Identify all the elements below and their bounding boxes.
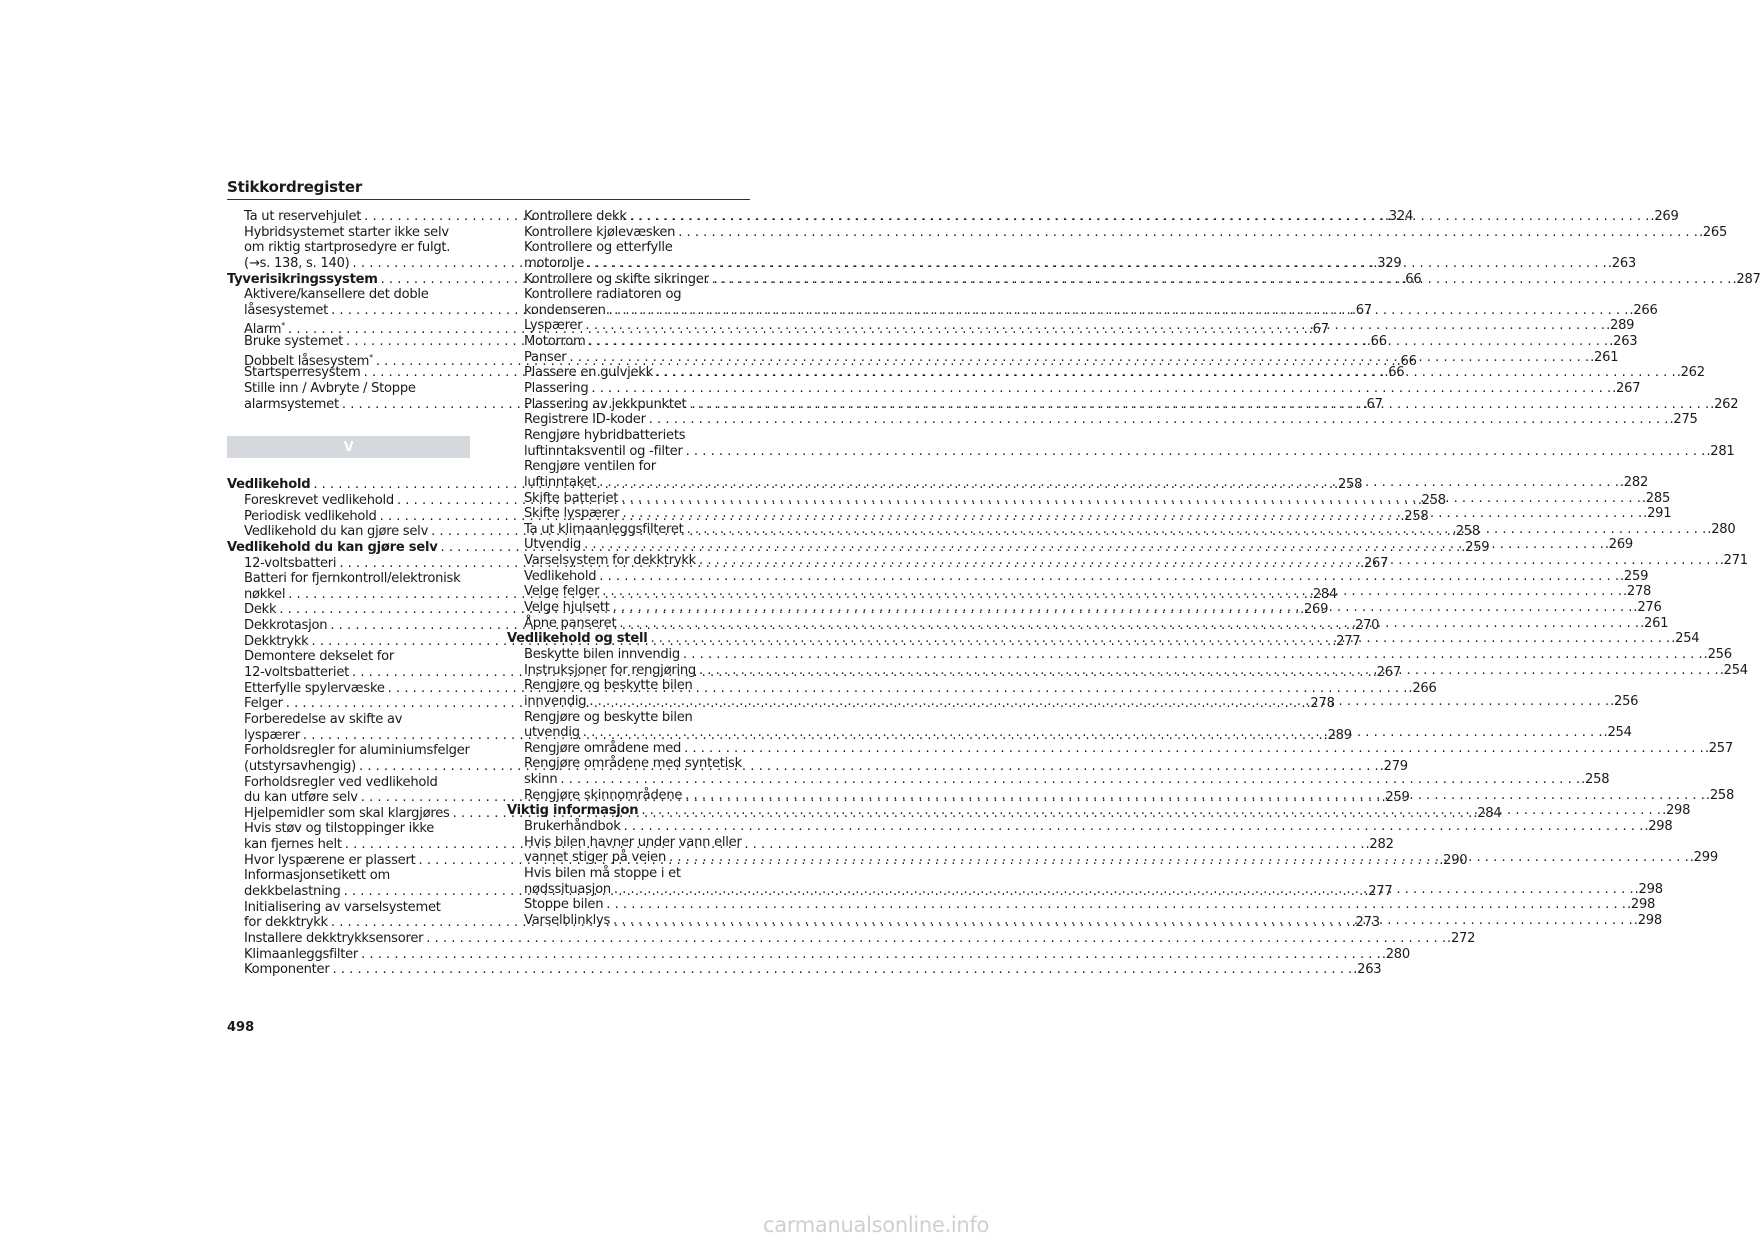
entry-term — [524, 350, 566, 366]
entry-term-text: Installere dekktrykksensorer — [244, 930, 424, 946]
entry-term — [524, 663, 696, 679]
entry-page-ref: .280 — [1381, 946, 1410, 962]
entry-term — [524, 209, 627, 225]
entry-term — [244, 837, 342, 853]
entry-term — [244, 634, 309, 650]
index-entry-line: Rengjøre områdene med syntetisk — [524, 756, 742, 772]
entry-term — [244, 209, 361, 225]
entry-page-ref: .263 — [1607, 255, 1636, 271]
dot-leader — [603, 897, 1626, 913]
entry-term-text: Dekktrykk — [244, 633, 309, 649]
entry-term-text: Rengjøre områdene med — [524, 740, 682, 756]
entry-term-text: Beskytte bilen innvendig — [524, 646, 680, 662]
entry-term-text: Velge hjulsett — [524, 600, 610, 616]
dot-leader — [596, 475, 1619, 491]
dot-leader — [585, 334, 1608, 350]
index-entry-line: Rengjøre ventilen for — [524, 459, 656, 475]
dot-leader — [557, 772, 1580, 788]
entry-page-ref: .269 — [1300, 602, 1329, 618]
index-entry-line: om riktig startprosedyre er fulgt. — [244, 240, 451, 256]
dot-leader — [586, 694, 1609, 710]
entry-term-text: Vedlikehold — [227, 477, 311, 493]
entry-term-text: Skifte batteriet — [524, 490, 619, 506]
entry-term — [524, 444, 683, 460]
entry-term — [507, 803, 638, 819]
entry-term — [524, 365, 653, 381]
entry-page-ref: .289 — [1323, 727, 1352, 743]
entry-page-ref: .277 — [1332, 633, 1361, 649]
entry-term-text: Åpne panseret — [524, 615, 617, 631]
index-entry-line: Aktivere/kansellere det doble — [244, 287, 429, 303]
entry-page-ref: .67 — [1362, 396, 1383, 412]
entry-term — [524, 819, 621, 835]
index-sub-entry — [227, 946, 1410, 963]
entry-term-text: Varselblinklys — [524, 912, 611, 928]
entry-term — [244, 806, 450, 822]
dot-leader — [682, 788, 1705, 804]
entry-page-ref: .267 — [1372, 665, 1401, 681]
entry-page-ref: .262 — [1710, 396, 1739, 412]
entry-page-ref: .280 — [1707, 521, 1736, 537]
entry-term — [524, 412, 646, 428]
entry-term — [524, 569, 596, 585]
entry-term — [244, 303, 328, 319]
entry-page-ref: .258 — [1334, 477, 1363, 493]
page-number: 498 — [227, 1020, 255, 1035]
entry-term-text: luftinntaksventil og -filter — [524, 443, 683, 459]
entry-term — [244, 759, 356, 775]
entry-page-ref: .298 — [1662, 803, 1691, 819]
entry-page-ref: .66 — [1401, 271, 1422, 287]
index-entry-line: Forholdsregler for aluminiumsfelger — [244, 743, 470, 759]
dot-leader — [683, 444, 1706, 460]
entry-page-ref: .259 — [1620, 568, 1649, 584]
entry-term-text: nødssituasjon — [524, 881, 611, 897]
entry-term — [244, 681, 385, 697]
dot-leader — [638, 803, 1661, 819]
entry-page-ref: .299 — [1689, 850, 1718, 866]
dot-leader — [619, 506, 1642, 522]
dot-leader — [647, 631, 1670, 647]
entry-page-ref: .269 — [1650, 209, 1679, 224]
entry-page-ref: .261 — [1590, 349, 1619, 365]
entry-term — [524, 850, 666, 866]
entry-page-ref: .259 — [1461, 539, 1490, 555]
entry-page-ref: .256 — [1610, 693, 1639, 709]
entry-term — [244, 962, 330, 978]
entry-page-ref: .284 — [1473, 805, 1502, 821]
dot-leader — [610, 913, 1633, 929]
entry-term-text: (→s. 138, s. 140) — [244, 255, 350, 271]
dot-leader — [588, 381, 1611, 397]
entry-term-text: Brukerhåndbok — [524, 818, 621, 834]
dot-leader — [646, 412, 1669, 428]
entry-page-ref: .275 — [1669, 412, 1698, 428]
entry-term-text: Klimaanleggsfilter — [244, 946, 359, 962]
dot-leader — [616, 616, 1639, 632]
dot-leader — [618, 491, 1641, 507]
entry-term — [227, 477, 310, 493]
entry-term-text: Skifte lyspærer — [524, 506, 620, 522]
index-entry-line: Initialisering av varselsystemet — [244, 899, 441, 915]
dot-leader — [582, 318, 1605, 334]
entry-term — [524, 303, 606, 319]
entry-term-text: Kontrollere kjølevæsken — [524, 224, 676, 240]
index-sub-entry — [507, 224, 1728, 241]
entry-term-text: du kan utføre selv — [244, 790, 358, 806]
entry-page-ref: .298 — [1644, 818, 1673, 834]
entry-term — [227, 540, 438, 556]
entry-page-ref: .277 — [1364, 883, 1393, 899]
dot-leader — [675, 225, 1698, 241]
entry-term-text: 12-voltsbatteri — [244, 555, 337, 571]
entry-page-ref: .66 — [1384, 365, 1405, 381]
index-sub-entry — [507, 897, 1656, 913]
entry-term-text: Felger — [244, 696, 283, 712]
entry-term — [524, 882, 611, 898]
entry-term-text: utvendig — [524, 725, 580, 741]
dot-leader — [358, 947, 1381, 963]
entry-term-text: Hjelpemidler som skal klargjøres — [244, 805, 450, 821]
entry-term — [524, 600, 610, 616]
index-sub-entry — [507, 818, 1673, 835]
entry-term-text: Foreskrevet vedlikehold — [244, 492, 394, 508]
entry-term-text: kondenseren — [524, 302, 606, 318]
entry-term-text: Plassering av jekkpunktet — [524, 396, 687, 412]
index-sub-entry — [507, 381, 1641, 397]
entry-page-ref: .281 — [1706, 443, 1735, 459]
entry-term-text: nøkkel — [244, 586, 286, 602]
entry-term — [524, 397, 686, 413]
dot-leader — [680, 647, 1703, 663]
entry-term — [524, 475, 596, 491]
entry-term-text: Panser — [524, 349, 567, 365]
entry-page-ref: .291 — [1643, 506, 1672, 522]
dot-leader — [599, 584, 1622, 600]
entry-term-text: Velge felger — [524, 584, 600, 600]
index-entry-line: Kontrollere og etterfylle — [524, 240, 673, 256]
entry-term-text: Varselsystem for dekktrykk — [524, 553, 696, 569]
entry-term-text: 12-voltsbatteriet — [244, 665, 350, 681]
dot-leader — [596, 569, 1619, 585]
entry-page-ref: .67 — [1351, 302, 1372, 318]
entry-term — [244, 397, 339, 413]
entry-page-ref: .276 — [1633, 600, 1662, 616]
entry-page-ref: .278 — [1622, 584, 1652, 600]
entry-term-text: Stoppe bilen — [524, 897, 604, 913]
entry-term — [244, 587, 285, 603]
entry-term-text: for dekktrykk — [244, 915, 328, 931]
entry-term — [244, 696, 283, 712]
section-letter-bar — [227, 436, 470, 458]
index-entry-line: Stille inn / Avbryte / Stoppe — [244, 381, 416, 397]
entry-term — [244, 947, 358, 963]
entry-term-text: vannet stiger på veien — [524, 850, 667, 866]
index-sub-entry — [227, 930, 1476, 947]
dot-leader — [696, 553, 1719, 569]
entry-page-ref: .298 — [1626, 897, 1656, 913]
entry-term — [524, 647, 680, 663]
entry-term-text: lyspærer — [244, 727, 300, 743]
footnote-marker: * — [281, 321, 286, 331]
entry-page-ref: .289 — [1606, 318, 1635, 334]
entry-term — [507, 631, 647, 647]
entry-page-ref: .266 — [1629, 302, 1658, 318]
entry-term — [524, 381, 588, 397]
entry-term — [227, 272, 378, 288]
dot-leader — [330, 962, 1353, 978]
entry-page-ref: .273 — [1351, 915, 1380, 931]
section-letter: V — [343, 439, 354, 455]
dot-leader — [423, 931, 1446, 947]
entry-page-ref: .256 — [1703, 646, 1732, 662]
entry-term-text: Vedlikehold du kan gjøre selv — [227, 539, 438, 555]
entry-term — [524, 506, 619, 522]
entry-page-ref: .261 — [1640, 615, 1669, 631]
entry-term — [244, 556, 336, 572]
entry-page-ref: .329 — [1373, 255, 1402, 271]
entry-term — [524, 584, 599, 600]
entry-term — [244, 524, 428, 540]
dot-leader — [606, 303, 1629, 319]
entry-term — [524, 225, 675, 241]
entry-term-text: Vedlikehold du kan gjøre selv — [244, 524, 429, 540]
entry-term-text: kan fjernes helt — [244, 837, 342, 853]
entry-term — [244, 931, 423, 947]
entry-page-ref: .290 — [1439, 852, 1468, 868]
index-entry-line: Hybridsystemet starter ikke selv — [244, 224, 449, 240]
entry-term — [524, 788, 682, 804]
index-entry-line: Forberedelse av skifte av — [244, 711, 403, 727]
entry-term — [244, 256, 350, 272]
entry-term — [244, 728, 300, 744]
entry-page-ref: .272 — [1447, 930, 1476, 946]
entry-term — [244, 665, 349, 681]
entry-term — [524, 725, 580, 741]
entry-term-text: Utvendig — [524, 537, 582, 553]
entry-page-ref: .258 — [1451, 524, 1480, 540]
entry-page-ref: .287 — [1732, 271, 1761, 287]
entry-term — [524, 272, 709, 288]
entry-term-text: Bruke systemet — [244, 334, 344, 350]
index-sub-entry — [507, 740, 1733, 757]
dot-leader — [696, 663, 1719, 679]
entry-page-ref: .285 — [1641, 490, 1671, 506]
entry-term-text: innvendig — [524, 693, 587, 709]
entry-term-text: (utstyrsavhengig) — [244, 758, 356, 774]
entry-term — [244, 915, 328, 931]
entry-page-ref: .265 — [1698, 224, 1728, 240]
index-entry-line: Rengjøre hybridbatteriets — [524, 427, 686, 443]
index-entry-line: Rengjøre og beskytte bilen — [524, 678, 693, 694]
index-entry-line: Batteri for fjernkontroll/elektronisk — [244, 571, 461, 587]
entry-term-text: Kontrollere dekk — [524, 209, 627, 224]
dot-leader — [580, 725, 1603, 741]
entry-page-ref: .324 — [1384, 209, 1414, 224]
entry-term — [524, 616, 616, 632]
entry-page-ref: .258 — [1705, 787, 1735, 803]
entry-term-text: Dekkrotasjon — [244, 618, 328, 634]
entry-page-ref: .263 — [1609, 334, 1638, 350]
dot-leader — [653, 365, 1676, 381]
dot-leader — [621, 819, 1644, 835]
entry-term — [524, 256, 584, 272]
entry-term — [524, 694, 586, 710]
page-title: Stikkordregister — [227, 178, 363, 196]
watermark: carmanualsonline.info — [763, 1213, 990, 1237]
entry-page-ref: .67 — [1308, 322, 1329, 338]
entry-term — [244, 334, 343, 350]
entry-term-text: Dekk — [244, 602, 277, 618]
entry-page-ref: .259 — [1381, 790, 1410, 806]
entry-term-text: Vedlikehold — [524, 568, 597, 584]
dot-leader — [611, 882, 1634, 898]
entry-page-ref: .258 — [1417, 492, 1446, 508]
entry-term — [524, 772, 557, 788]
index-sub-entry — [227, 962, 1382, 978]
entry-term — [244, 884, 341, 900]
dot-leader — [709, 272, 1732, 288]
entry-term-text: Viktig informasjon — [507, 803, 639, 819]
index-sub-entry — [507, 412, 1698, 428]
entry-page-ref: .269 — [1604, 537, 1633, 553]
entry-page-ref: .266 — [1408, 680, 1437, 696]
entry-page-ref: .254 — [1671, 631, 1700, 647]
entry-term-text: Registrere ID-koder — [524, 412, 646, 428]
entry-page-ref: .257 — [1704, 740, 1733, 756]
entry-term — [524, 897, 603, 913]
entry-term — [244, 365, 361, 381]
entry-term — [524, 537, 581, 553]
entry-term — [524, 553, 696, 569]
entry-page-ref: .271 — [1719, 553, 1748, 569]
entry-page-ref: .267 — [1612, 381, 1641, 397]
index-entry-line: Kontrollere radiatoren og — [524, 287, 682, 303]
entry-term-text: Alarm — [244, 322, 282, 338]
entry-page-ref: .284 — [1308, 586, 1338, 602]
entry-page-ref: .66 — [1366, 334, 1387, 350]
entry-page-ref: .282 — [1619, 474, 1649, 490]
index-entry-line: Rengjøre og beskytte bilen — [524, 709, 693, 725]
entry-term-text: Vedlikehold og stell — [507, 631, 648, 647]
entry-term-text: motorolje — [524, 255, 585, 271]
entry-page-ref: .282 — [1365, 837, 1394, 853]
entry-page-ref: .254 — [1603, 725, 1632, 741]
entry-term — [524, 522, 684, 538]
entry-page-ref: .278 — [1306, 696, 1335, 712]
dot-leader — [610, 600, 1633, 616]
dot-leader — [581, 537, 1604, 553]
entry-term-text: Plassere en gulvjekk — [524, 365, 653, 381]
entry-term-text: Motorrom — [524, 334, 586, 350]
dot-leader — [686, 397, 1709, 413]
entry-page-ref: .258 — [1400, 508, 1429, 524]
entry-term-text: låsesystemet — [244, 302, 329, 318]
entry-term-text: Etterfylle spylervæske — [244, 680, 385, 696]
entry-term — [524, 318, 582, 334]
entry-page-ref: .298 — [1633, 912, 1662, 928]
index-entry-line: Hvis bilen havner under vann eller — [524, 834, 742, 850]
entry-page-ref: .270 — [1351, 618, 1380, 634]
entry-page-ref: .263 — [1353, 962, 1382, 978]
entry-page-ref: .66 — [1396, 353, 1417, 369]
entry-term-text: dekkbelastning — [244, 883, 341, 899]
header-divider — [227, 199, 750, 200]
index-sub-entry — [507, 443, 1735, 460]
entry-term — [524, 741, 681, 757]
entry-term-text: Kontrollere og skifte sikringer — [524, 271, 709, 287]
index-entry-line: Hvis bilen må stoppe i et — [524, 865, 681, 881]
dot-leader — [627, 209, 1650, 225]
dot-leader — [584, 256, 1607, 272]
entry-term — [244, 618, 327, 634]
entry-page-ref: .267 — [1360, 555, 1389, 571]
index-sub-entry — [507, 646, 1732, 663]
entry-term-text: Plassering — [524, 381, 589, 397]
entry-term-text: Rengjøre skinnområdene — [524, 787, 683, 803]
entry-term-text: Dobbelt låsesystem — [244, 353, 370, 369]
footnote-marker: * — [369, 352, 373, 362]
entry-page-ref: .262 — [1676, 365, 1705, 381]
entry-term — [524, 913, 610, 929]
entry-page-ref: .254 — [1719, 662, 1748, 678]
entry-term-text: Hvor lyspærene er plassert — [244, 852, 416, 868]
entry-term-text: Lyspærer — [524, 318, 583, 334]
entry-term-text: Ta ut klimaanleggsfilteret — [524, 521, 684, 537]
index-entry-line: Informasjonsetikett om — [244, 868, 390, 884]
entry-term — [524, 491, 618, 507]
entry-term-text: Startsperresystem — [244, 365, 361, 381]
entry-term-text: Tyverisikringssystem — [227, 271, 378, 287]
dot-leader — [666, 850, 1689, 866]
entry-term — [524, 334, 585, 350]
dot-leader — [684, 522, 1707, 538]
entry-term-text: Instruksjoner for rengjøring — [524, 662, 696, 678]
entry-term-text: Ta ut reservehjulet — [244, 209, 362, 224]
entry-term — [244, 509, 377, 525]
entry-page-ref: .258 — [1581, 772, 1610, 788]
entry-page-ref: .279 — [1379, 758, 1408, 774]
index-sub-entry — [507, 772, 1610, 788]
dot-leader — [566, 350, 1589, 366]
entry-term — [244, 853, 416, 869]
entry-term — [244, 493, 394, 509]
entry-term-text: alarmsystemet — [244, 396, 339, 412]
entry-page-ref: .298 — [1634, 881, 1663, 897]
entry-term-text: Komponenter — [244, 962, 330, 978]
entry-term — [244, 790, 358, 806]
entry-term-text: Periodisk vedlikehold — [244, 508, 377, 524]
entry-term — [244, 602, 276, 618]
index-entry-line: Hvis støv og tilstoppinger ikke — [244, 821, 435, 837]
entry-term-text: luftinntaket — [524, 474, 597, 490]
index-entry-line: Demontere dekselet for — [244, 649, 395, 665]
dot-leader — [681, 741, 1704, 757]
index-sub-entry — [507, 568, 1649, 585]
entry-term-text: skinn — [524, 772, 558, 788]
index-entry-line: Forholdsregler ved vedlikehold — [244, 774, 438, 790]
